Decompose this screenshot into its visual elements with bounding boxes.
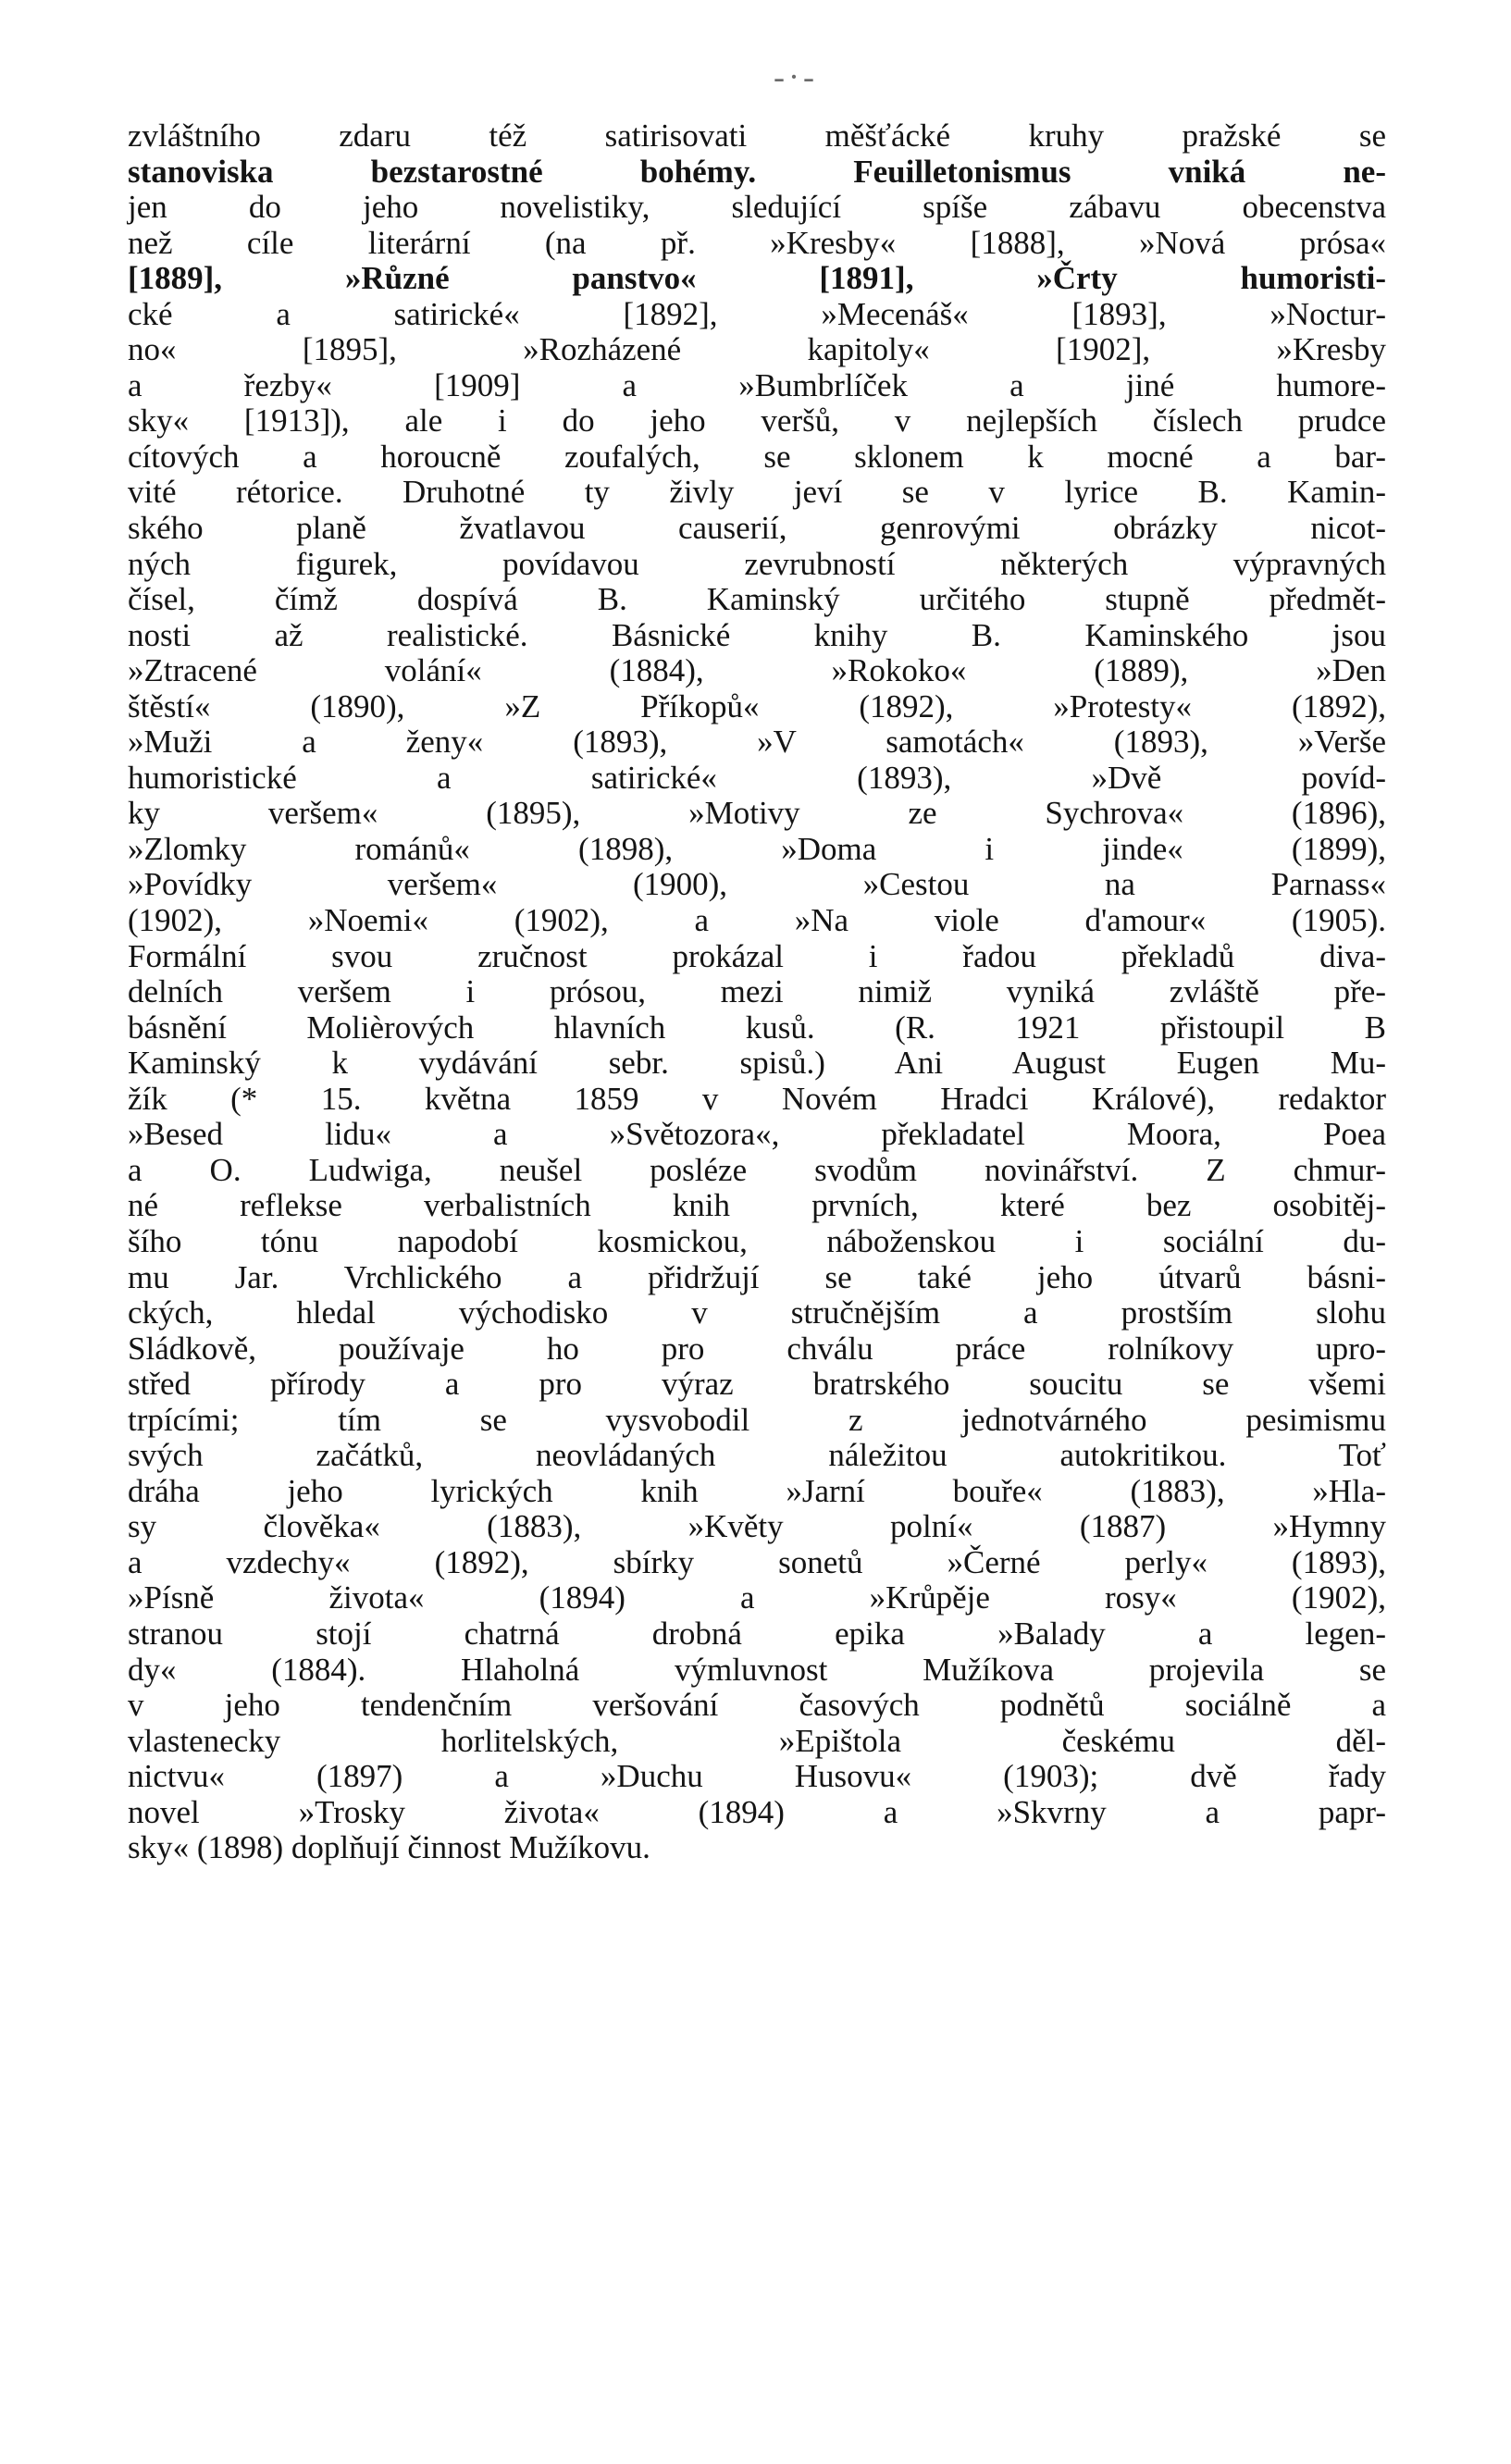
text-line: zvláštního zdaru též satirisovati měšťácké kruhy pražské se — [128, 118, 1386, 154]
text-line: čísel, čímž dospívá B. Kaminský určitého stupně předmět- — [128, 581, 1386, 618]
text-line: trpícími; tím se vysvobodil z jednotvárného pesimismu — [128, 1401, 1386, 1438]
text-line: Formální svou zručnost prokázal i řadou překladů diva- — [128, 937, 1386, 974]
text-line: a O. Ludwiga, neušel posléze svodům novinářství. Z chmur- — [128, 1151, 1386, 1188]
text-line: stanoviska bezstarostné bohémy. Feuilletonismus vniká ne- — [128, 153, 1386, 190]
text-line: ky veršem« (1895), »Motivy ze Sychrova« (1896), — [128, 795, 1386, 832]
text-line: nosti až realistické. Básnické knihy B. Kaminského jsou — [128, 616, 1386, 653]
text-line: (1902), »Noemi« (1902), a »Na viole d'amour« (1905). — [128, 902, 1386, 939]
text-line: v jeho tendenčním veršování časových podnětů sociálně a — [128, 1687, 1386, 1724]
text-line: střed přírody a pro výraz bratrského soucitu se všemi — [128, 1366, 1386, 1403]
text-line: dy« (1884). Hlaholná výmluvnost Mužíkova projevila se — [128, 1651, 1386, 1688]
text-line: cítových a horoucně zoufalých, se sklonem k mocné a bar- — [128, 438, 1386, 475]
text-line: vité rétorice. Druhotné ty živly jeví se v lyrice B. Kamin- — [128, 474, 1386, 511]
text-line: »Muži a ženy« (1893), »V samotách« (1893), »Verše — [128, 724, 1386, 761]
text-line: šího tónu napodobí kosmickou, náboženskou i sociální du- — [128, 1222, 1386, 1259]
text-line: »Besed lidu« a »Světozora«, překladatel Moora, Poea — [128, 1116, 1386, 1153]
text-line: sky« [1913]), ale i do jeho veršů, v nejlepších číslech prudce — [128, 402, 1386, 440]
text-line: novel »Trosky života« (1894) a »Skvrny a papr- — [128, 1793, 1386, 1830]
text-line: jen do jeho novelistiky, sledující spíše zábavu obecenstva — [128, 189, 1386, 226]
text-line: básnění Molièrových hlavních kusů. (R. 1921 přistoupil B — [128, 1009, 1386, 1046]
text-line: dráha jeho lyrických knih »Jarní bouře« (1883), »Hla- — [128, 1472, 1386, 1509]
text-line: [1889], »Různé panstvo« [1891], »Črty humoristi- — [128, 260, 1386, 297]
text-line: nictvu« (1897) a »Duchu Husovu« (1903); dvě řady — [128, 1758, 1386, 1795]
text-line: »Povídky veršem« (1900), »Cestou na Parnass« — [128, 866, 1386, 903]
text-line: cké a satirické« [1892], »Mecenáš« [1893], »Noctur- — [128, 295, 1386, 332]
text-line: delních veršem i prósou, mezi nimiž vyniká zvláště pře- — [128, 973, 1386, 1010]
text-line: a vzdechy« (1892), sbírky sonetů »Černé perly« (1893), — [128, 1543, 1386, 1580]
text-line: než cíle literární (na př. »Kresby« [1888], »Nová prósa« — [128, 224, 1386, 261]
text-line: stranou stojí chatrná drobná epika »Balady a legen- — [128, 1615, 1386, 1652]
text-line: sky« (1898) doplňují činnost Mužíkovu. — [128, 1829, 650, 1866]
text-line: svých začátků, neovládaných náležitou autokritikou. Toť — [128, 1437, 1386, 1474]
text-line: sy člověka« (1883), »Květy polní« (1887) »Hymny — [128, 1508, 1386, 1545]
text-line: ského planě žvatlavou causerií, genrovými obrázky nicot- — [128, 510, 1386, 547]
text-line: ckých, hledal východisko v stručnějším a prostším slohu — [128, 1294, 1386, 1331]
text-line: ných figurek, povídavou zevrubností některých výpravných — [128, 545, 1386, 582]
text-line: štěstí« (1890), »Z Příkopů« (1892), »Protesty« (1892), — [128, 687, 1386, 724]
text-line: né reflekse verbalistních knih prvních, které bez osobitěj- — [128, 1187, 1386, 1224]
text-line: »Zlomky románů« (1898), »Doma i jinde« (1899), — [128, 830, 1386, 867]
text-line: vlastenecky horlitelských, »Epištola českému děl- — [128, 1722, 1386, 1759]
text-line: Sládkově, používaje ho pro chválu práce rolníkovy upro- — [128, 1330, 1386, 1367]
text-line: humoristické a satirické« (1893), »Dvě povíd- — [128, 759, 1386, 796]
text-line: »Ztracené volání« (1884), »Rokoko« (1889), »Den — [128, 652, 1386, 689]
body-text — [128, 118, 1386, 1866]
text-line: žík (* 15. května 1859 v Novém Hradci Králové), redaktor — [128, 1080, 1386, 1117]
page-header-mark: -·- — [774, 58, 818, 95]
text-line: no« [1895], »Rozházené kapitoly« [1902], »Kresby — [128, 331, 1386, 368]
text-line: »Písně života« (1894) a »Krůpěje rosy« (1902), — [128, 1579, 1386, 1616]
text-line: mu Jar. Vrchlického a přidržují se také jeho útvarů básni- — [128, 1258, 1386, 1295]
text-line: a řezby« [1909] a »Bumbrlíček a jiné humore- — [128, 366, 1386, 403]
text-line: Kaminský k vydávání sebr. spisů.) Ani August Eugen Mu- — [128, 1045, 1386, 1082]
